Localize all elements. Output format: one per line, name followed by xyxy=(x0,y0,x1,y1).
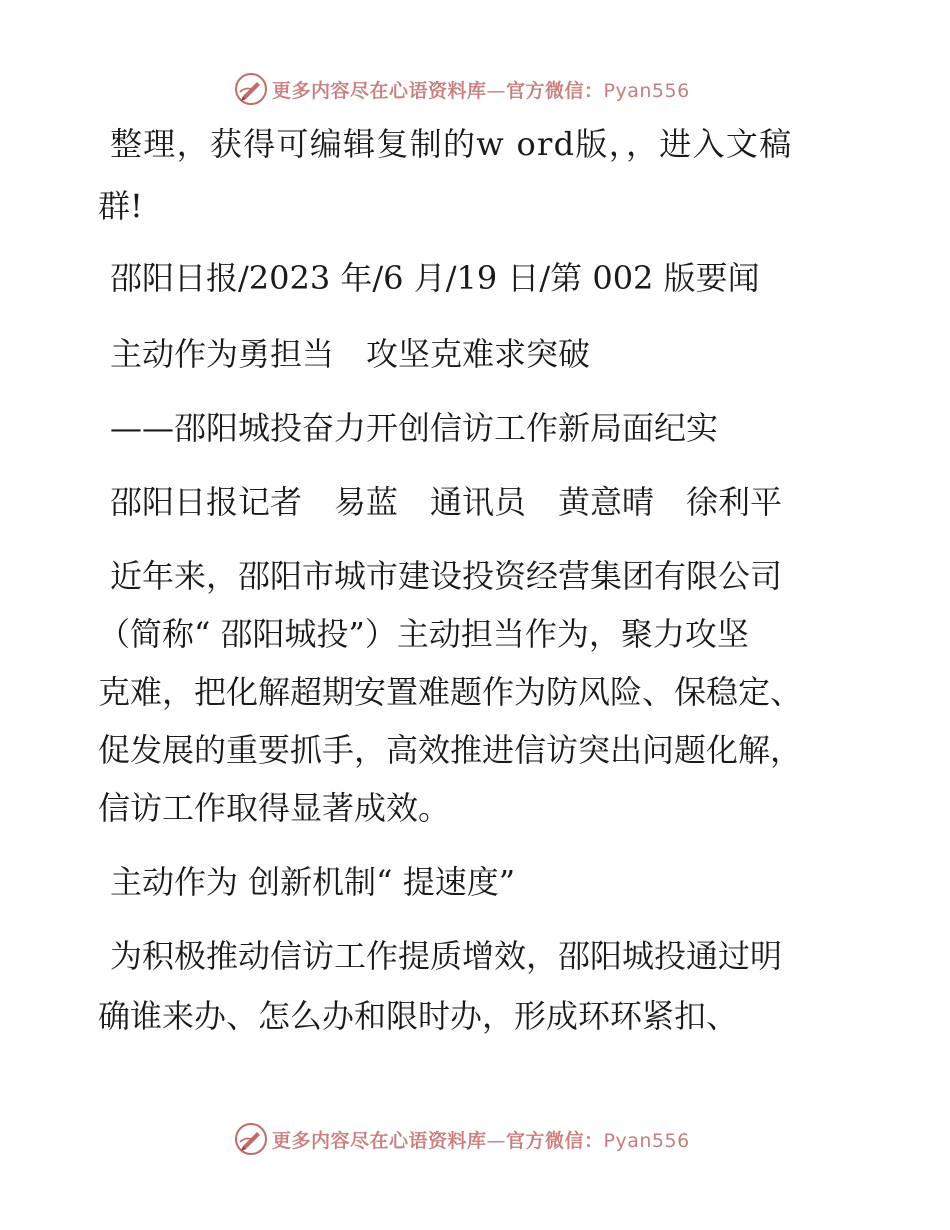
paragraph-1-line-5: 信访工作取得显著成效。 xyxy=(98,789,451,827)
paragraph-1-line-3: 克难，把化解超期安置难题作为防风险、保稳定、 xyxy=(98,673,803,711)
banner-main-text: 更多内容尽在心语资料库 xyxy=(272,79,487,102)
paragraph-1-line-1: 近年来，邵阳市城市建设投资经营集团有限公司 xyxy=(110,557,783,595)
banner-separator: — xyxy=(486,1129,507,1152)
byline: 邵阳日报记者 易蓝 通讯员 黄意晴 徐利平 xyxy=(110,483,783,521)
section-heading: 主动作为 创新机制“ 提速度” xyxy=(110,863,516,901)
header-banner xyxy=(0,70,950,110)
wechat-id: Pyan556 xyxy=(603,1129,690,1152)
banner-separator: — xyxy=(486,79,507,102)
paragraph-2-line-1: 为积极推动信访工作提质增效，邵阳城投通过明 xyxy=(110,937,783,975)
headline: 主动作为勇担当 攻坚克难求突破 xyxy=(110,335,591,373)
banner-text xyxy=(272,76,690,103)
wechat-label: 官方微信： xyxy=(506,79,604,102)
dateline: 邵阳日报/2023 年/6 月/19 日/第 002 版要闻 xyxy=(110,259,760,297)
paragraph-2-line-2: 确谁来办、怎么办和限时办，形成环环紧扣、 xyxy=(98,997,739,1035)
banner-text xyxy=(272,1126,690,1153)
wechat-label: 官方微信： xyxy=(506,1129,604,1152)
paragraph-1-line-4: 促发展的重要抓手，高效推进信访突出问题化解， xyxy=(98,731,803,769)
pen-logo-icon xyxy=(234,72,268,106)
intro-line-1: 整理，获得可编辑复制的w ord版，，进入文稿 xyxy=(110,125,793,163)
banner-main-text: 更多内容尽在心语资料库 xyxy=(272,1129,487,1152)
pen-logo-icon xyxy=(234,1122,268,1156)
subheadline: ——邵阳城投奋力开创信访工作新局面纪实 xyxy=(110,409,719,447)
paragraph-1-line-2: （简称“ 邵阳城投”）主动担当作为，聚力攻坚 xyxy=(98,615,749,653)
wechat-id: Pyan556 xyxy=(603,79,690,102)
footer-banner xyxy=(0,1120,950,1160)
intro-line-2: 群! xyxy=(98,187,143,225)
